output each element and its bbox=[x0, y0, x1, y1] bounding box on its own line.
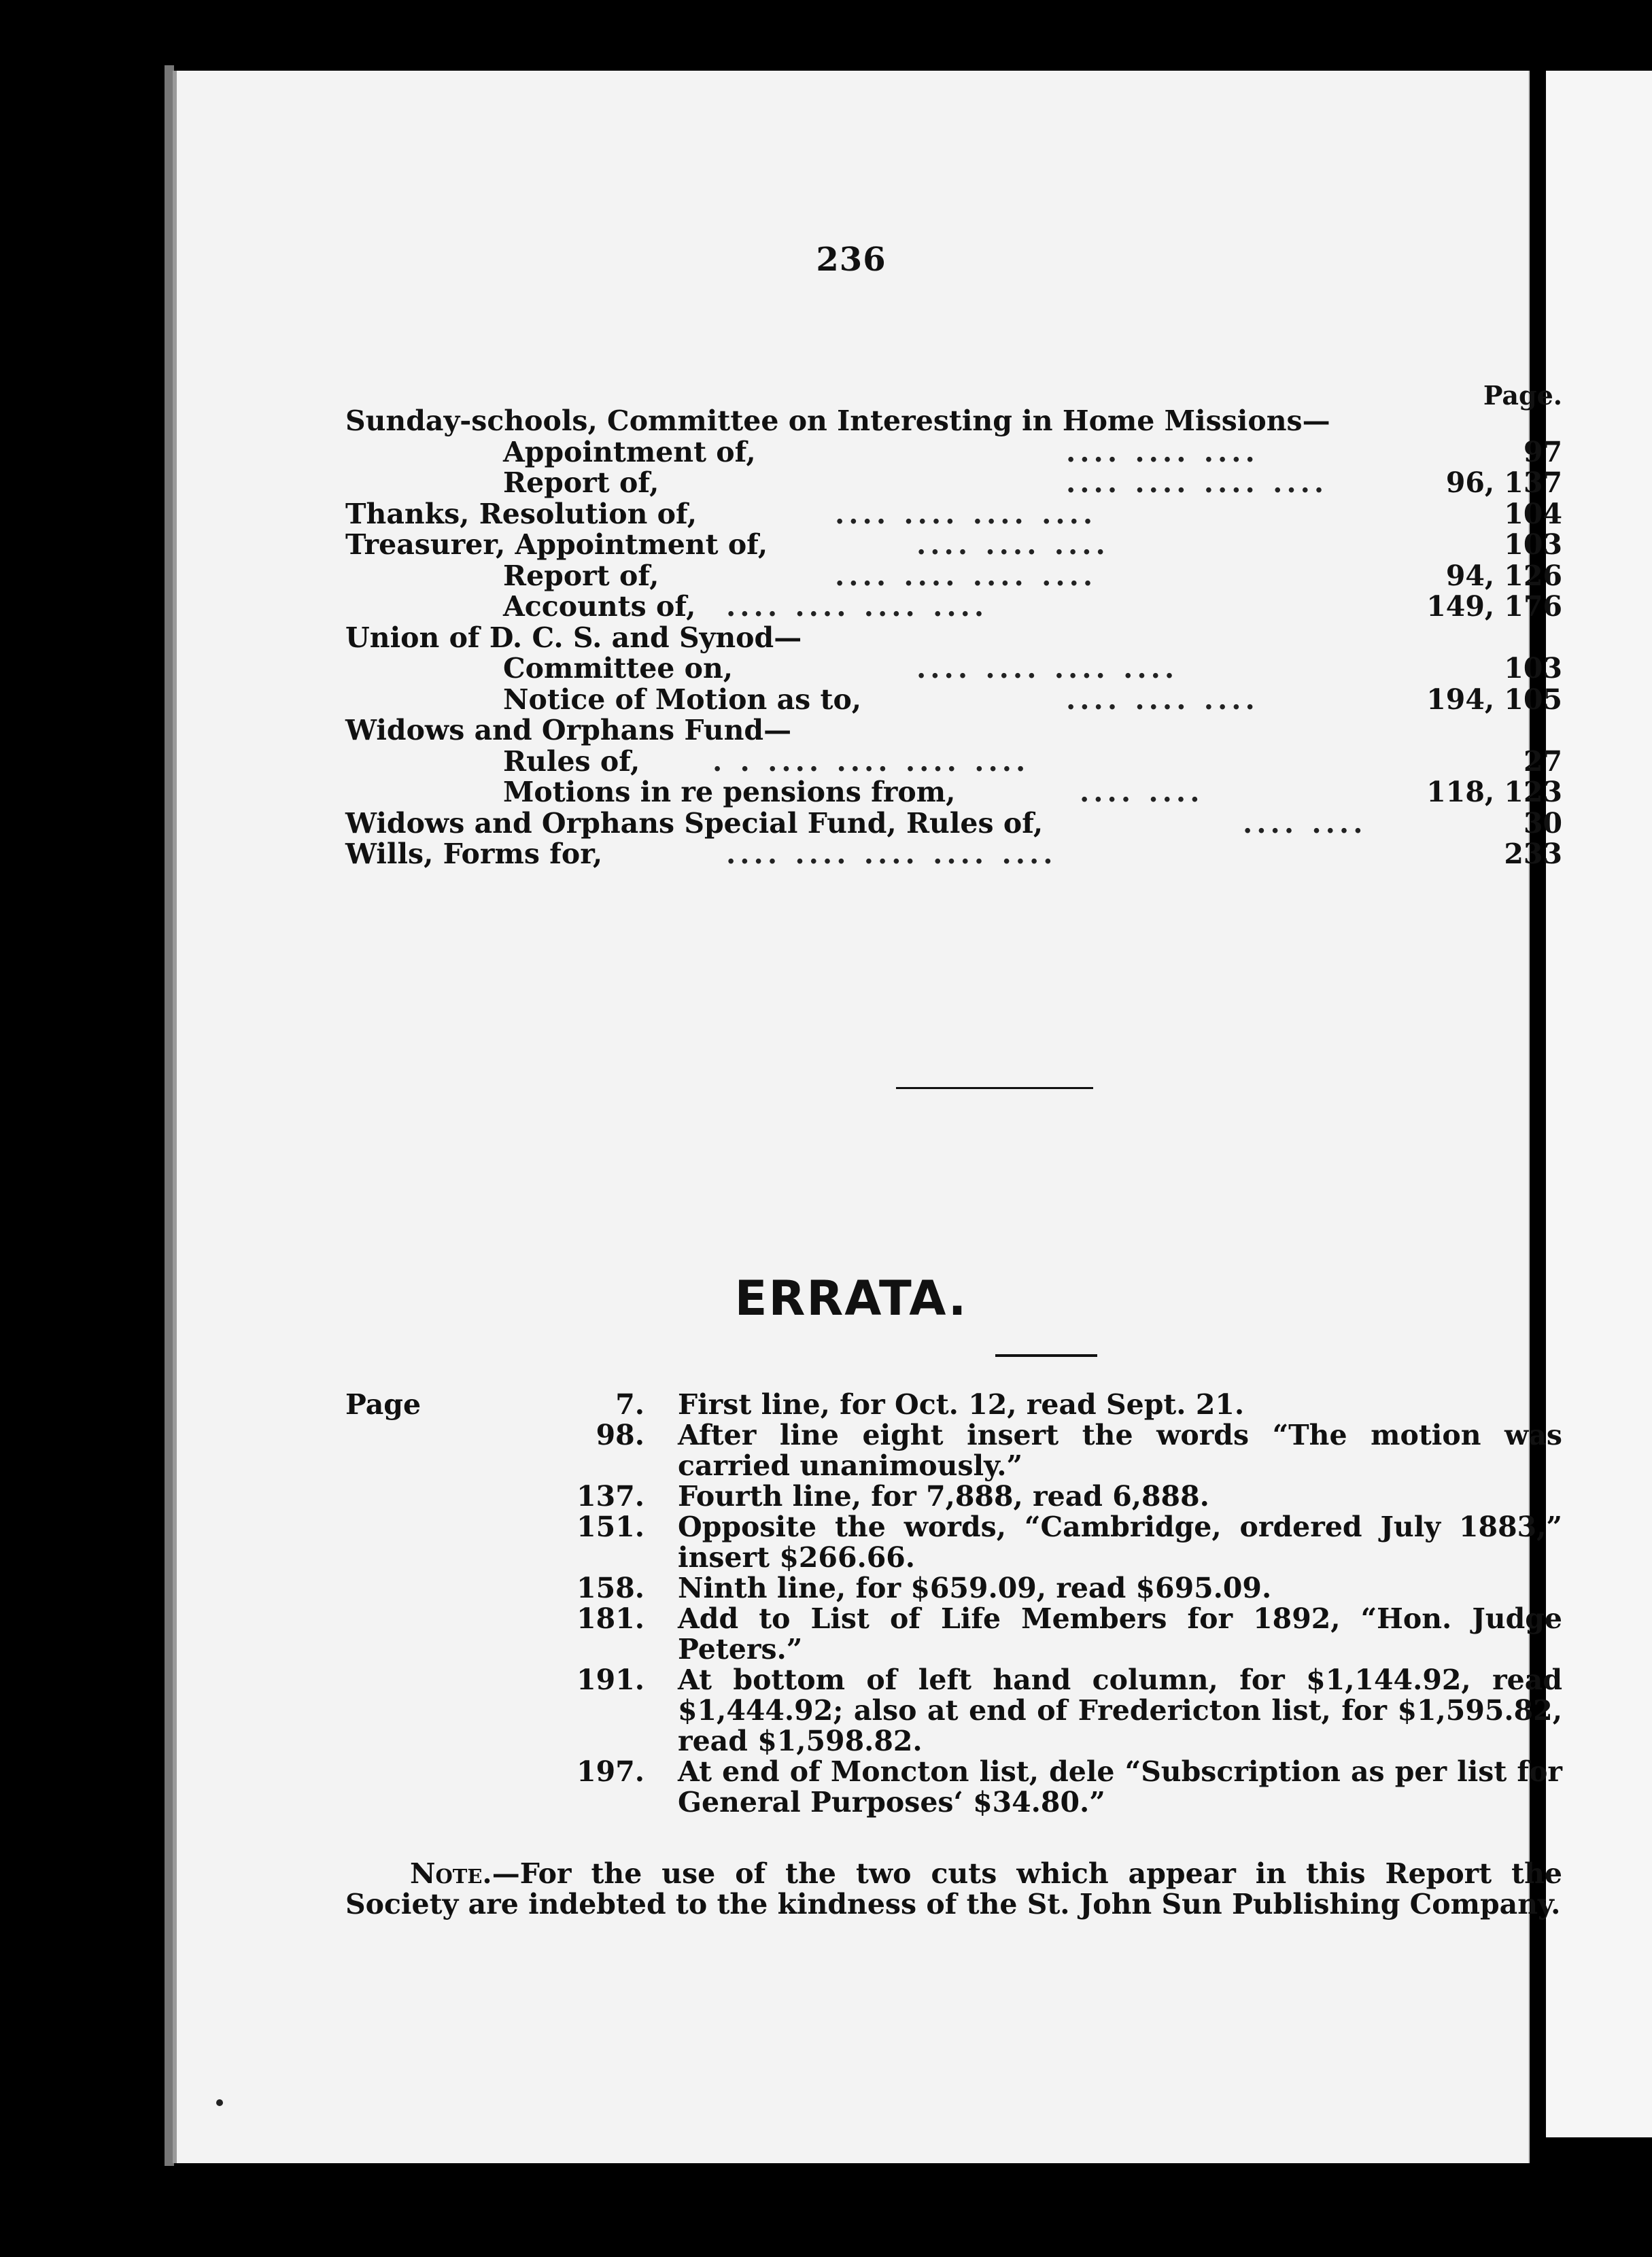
document-page bbox=[173, 71, 1562, 2163]
dot-leader: .... .... .... .... .... bbox=[726, 838, 1057, 870]
dot-leader: .... .... .... .... bbox=[726, 590, 988, 623]
index-entry-pages: 94, 126 bbox=[1445, 559, 1562, 592]
index-entry-label: Union of D. C. S. and Synod— bbox=[345, 621, 802, 654]
dot-leader: .... .... .... .... bbox=[835, 559, 1097, 592]
index-entry bbox=[345, 652, 1562, 683]
errata-list bbox=[345, 1390, 1562, 1818]
dot-leader: .... .... bbox=[1080, 776, 1204, 808]
index-entry-pages: 96, 137 bbox=[1445, 466, 1562, 499]
index-entry-label: Wills, Forms for, bbox=[345, 838, 603, 870]
note-label: Note. bbox=[410, 1857, 492, 1890]
errata-item bbox=[345, 1512, 1562, 1573]
index-entry bbox=[345, 436, 1562, 467]
index-entry bbox=[345, 466, 1562, 498]
errata-text: First line, for Oct. 12, read Sept. 21. bbox=[678, 1388, 1245, 1421]
index-entry-label: Report of, bbox=[503, 466, 659, 499]
index-entry bbox=[345, 745, 1562, 776]
page-column-header: Page. bbox=[1483, 380, 1562, 411]
index-entry-label: Rules of, bbox=[503, 744, 640, 778]
errata-item bbox=[345, 1665, 1562, 1757]
index-entry bbox=[345, 621, 1562, 653]
index-entry-label: Treasurer, Appointment of, bbox=[345, 528, 768, 561]
index-entry-pages: 30 bbox=[1523, 806, 1562, 840]
index-entry-pages: 103 bbox=[1504, 528, 1562, 561]
errata-text: After line eight insert the words “The motion was carried unanimously.” bbox=[678, 1419, 1562, 1482]
index-entry-label: Sunday-schools, Committee on Interesting in Home Missions— bbox=[345, 404, 1330, 437]
errata-page-number: 191. bbox=[577, 1664, 644, 1696]
dot-leader: .... .... .... bbox=[1066, 683, 1259, 716]
errata-text: Add to List of Life Members for 1892, “Hon. Judge Peters.” bbox=[678, 1602, 1562, 1666]
index-entry-label: Widows and Orphans Special Fund, Rules of, bbox=[345, 806, 1044, 840]
dot-leader: . . .... .... .... .... bbox=[712, 744, 1030, 778]
dot-leader: .... .... .... bbox=[916, 528, 1109, 561]
index-entry-label: Report of, bbox=[503, 559, 659, 592]
dot-leader: .... .... bbox=[1243, 806, 1367, 840]
errata-item bbox=[345, 1757, 1562, 1818]
page-number: 236 bbox=[816, 241, 887, 279]
index-entry-pages: 194, 105 bbox=[1426, 683, 1562, 716]
index-entry-pages: 27 bbox=[1523, 744, 1562, 778]
errata-page-number: 197. bbox=[577, 1755, 644, 1788]
errata-text: Opposite the words, “Cambridge, ordered July 1883,” insert $266.66. bbox=[678, 1511, 1562, 1574]
errata-text: Fourth line, for 7,888, read 6,888. bbox=[678, 1480, 1209, 1513]
dot-leader: .... .... .... .... bbox=[835, 497, 1097, 530]
print-speck bbox=[216, 2099, 223, 2106]
dot-leader: .... .... .... .... bbox=[916, 652, 1179, 685]
errata-item bbox=[345, 1481, 1562, 1512]
index-entry bbox=[345, 404, 1562, 436]
dot-leader: .... .... .... .... bbox=[1066, 466, 1328, 499]
index-entry bbox=[345, 559, 1562, 591]
errata-page-word: Page bbox=[345, 1388, 421, 1421]
errata-text: Ninth line, for $659.09, read $695.09. bbox=[678, 1572, 1272, 1604]
index-entry-label: Appointment of, bbox=[503, 435, 756, 468]
index-entry bbox=[345, 838, 1562, 869]
errata-heading: ERRATA. bbox=[734, 1271, 968, 1326]
index-entry-label: Motions in re pensions from, bbox=[503, 776, 956, 808]
heading-rule bbox=[995, 1354, 1097, 1357]
note-paragraph bbox=[345, 1859, 1562, 1920]
index-entry-label: Committee on, bbox=[503, 652, 734, 685]
errata-text: At end of Moncton list, dele “Subscription as per list for General Purposes‘ $34.80.” bbox=[678, 1755, 1562, 1819]
errata-item bbox=[345, 1573, 1562, 1604]
index-entry bbox=[345, 590, 1562, 621]
index-entry-label: Notice of Motion as to, bbox=[503, 683, 862, 716]
index-entry-label: Thanks, Resolution of, bbox=[345, 497, 698, 530]
errata-text: At bottom of left hand column, for $1,144.92, read $1,444.92; also at end of Fredericton list, for $1,595.82, read $1,598.82. bbox=[678, 1664, 1562, 1757]
index-entry-pages: 104 bbox=[1504, 497, 1562, 530]
errata-item bbox=[345, 1420, 1562, 1481]
index-entry bbox=[345, 714, 1562, 745]
note-text: —For the use of the two cuts which appear in this Report the Society are indebted to the kindness of the St. John Sun Publishing Company. bbox=[345, 1857, 1562, 1920]
errata-page-number: 151. bbox=[577, 1511, 644, 1543]
errata-page-number: 7. bbox=[615, 1388, 644, 1421]
index-entry-pages: 233 bbox=[1504, 838, 1562, 870]
index-entry-label: Accounts of, bbox=[503, 590, 696, 623]
index-entry-pages: 149, 176 bbox=[1426, 590, 1562, 623]
section-divider bbox=[896, 1087, 1093, 1089]
index-entry-pages: 97 bbox=[1523, 435, 1562, 468]
errata-item bbox=[345, 1604, 1562, 1665]
errata-page-number: 158. bbox=[577, 1572, 644, 1604]
index-entry-pages: 103 bbox=[1504, 652, 1562, 685]
index-entry-label: Widows and Orphans Fund— bbox=[345, 714, 792, 746]
index-entry-pages: 118, 123 bbox=[1426, 776, 1562, 808]
errata-page-number: 181. bbox=[577, 1602, 644, 1635]
index-entry bbox=[345, 807, 1562, 838]
errata-page-number: 137. bbox=[577, 1480, 644, 1513]
index-entry bbox=[345, 776, 1562, 807]
index-entry bbox=[345, 528, 1562, 559]
index-entries bbox=[345, 404, 1562, 869]
index-entry bbox=[345, 498, 1562, 529]
dot-leader: .... .... .... bbox=[1066, 435, 1259, 468]
index-entry bbox=[345, 683, 1562, 714]
errata-item bbox=[345, 1390, 1562, 1420]
errata-page-number: 98. bbox=[596, 1419, 644, 1451]
